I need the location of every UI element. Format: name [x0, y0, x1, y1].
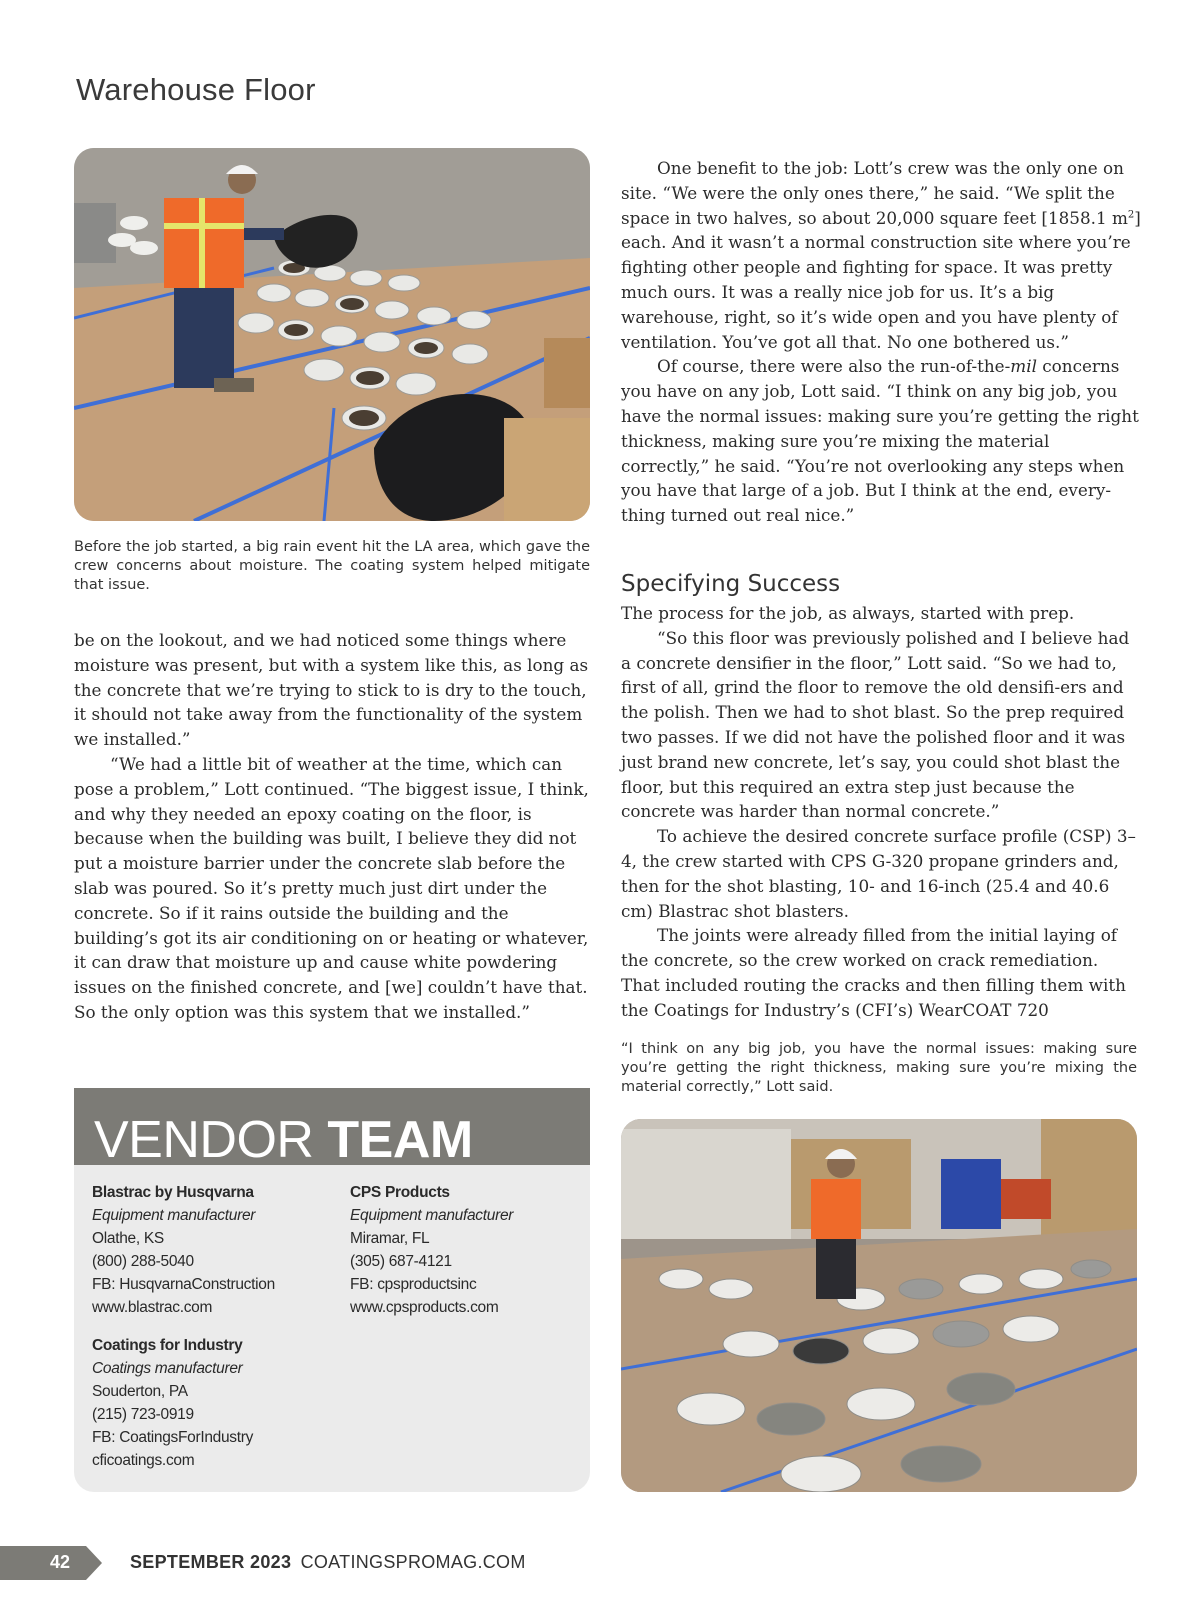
vendor-role: Equipment manufacturer — [350, 1207, 514, 1224]
page-number: 42 — [50, 1552, 71, 1572]
vendor-facebook: FB: HusqvarnaConstruction — [92, 1276, 275, 1293]
vendor-facebook: FB: CoatingsForIndustry — [92, 1429, 254, 1446]
vendor-website[interactable]: www.blastrac.com — [92, 1299, 213, 1316]
paragraph: be on the lookout, and we had noticed some things where moisture was present, but with a system like this, as long as the concrete that we’re trying to stick to is dry to the touch, it should not take away from the functionality of the system we installed.” — [74, 630, 589, 750]
paragraph: “So this floor was previously polished and I believe had a concrete densifier in the floor,” Lott said. “So we had to, first of all, grind the floor to remove the old densifi-ers and the polish. Then we had to shot blast. So the prep required two passes. If we did not have the polished floor and it was just brand new concrete, let’s say, you could shot blast the floor, but this required an extra step just because the concrete was harder than normal concrete.” — [621, 627, 1130, 822]
photo-warehouse-buckets — [621, 1119, 1137, 1492]
paragraph: To achieve the desired concrete surface profile (CSP) 3–4, the crew started with CPS G-320 propane grinders and, then for the shot blasting, 10- and 16-inch (25.4 and 40.6 cm) Blastrac shot blasters. — [621, 826, 1136, 921]
paragraph: The joints were already filled from the initial laying of the concrete, so the crew worked on crack remediation. That included routing the cracks and then filling them with the Coatings for Industry’s (CFI’s) WearCOAT 720 — [621, 925, 1126, 1020]
site-url[interactable]: COATINGSPROMAG.COM — [300, 1552, 526, 1572]
photo-crew-mixing-buckets-icon — [74, 148, 590, 521]
article-right-column-top — [621, 156, 1141, 528]
photo-warehouse-buckets-icon — [621, 1119, 1137, 1492]
vendor-location: Miramar, FL — [350, 1230, 430, 1247]
vendor-entry — [92, 1181, 275, 1319]
paragraph: “We had a little bit of weather at the time, which can pose a problem,” Lott continued. “The biggest issue, I think, and why they needed an epoxy coating on the floor, is because when the building was built, I believe they did not put a moisture barrier under the concrete slab before the slab was poured. So it’s pretty much just dirt under the concrete. So if it rains outside the building and the building’s got its air conditioning on or heating or whatever, it can draw that moisture up and cause white powdering issues on the finished concrete, and [we] couldn’t have that. So the only option was this system that we installed.” — [74, 753, 589, 1022]
article-right-column-bottom — [621, 601, 1141, 1023]
vendor-phone: (215) 723-0919 — [92, 1406, 194, 1423]
vendor-website[interactable]: www.cpsproducts.com — [350, 1299, 499, 1316]
subhead: Specifying Success — [621, 571, 841, 597]
vendor-entry — [350, 1181, 513, 1319]
photo-crew-mixing — [74, 148, 590, 521]
vendor-phone: (800) 288-5040 — [92, 1253, 194, 1270]
vendor-team-header — [74, 1088, 590, 1169]
vendor-location: Olathe, KS — [92, 1230, 164, 1247]
vendor-phone: (305) 687-4121 — [350, 1253, 452, 1270]
vendor-team-box — [74, 1088, 590, 1492]
paragraph: One benefit to the job: Lott’s crew was the only one on site. “We were the only ones there,” he said. “We split the space in two halves, so about 20,000 square feet [1858.1 $m^2$] each. And it wasn’t a normal construction site where you’re fighting other people and fighting for space. It was pretty much ours. It was a really nice job for us. It’s a big warehouse, right, so it’s wide open and you have plenty of ventilation. You’ve got all that. No one bothered us.” — [621, 158, 1141, 352]
photo-caption: Before the job started, a big rain event hit the LA area, which gave the crew concerns about moisture. The coating system helped mitigate that issue. — [74, 539, 590, 593]
vendor-name: CPS Products — [350, 1184, 450, 1201]
paragraph: The process for the job, as always, started with prep. — [621, 603, 1075, 623]
section-title: Warehouse Floor — [76, 72, 316, 107]
vendor-role: Coatings manufacturer — [92, 1360, 243, 1377]
footer — [130, 1552, 526, 1573]
page-number-tab — [0, 1546, 102, 1580]
vendor-facebook: FB: cpsproductsinc — [350, 1276, 477, 1293]
vendor-website[interactable]: cficoatings.com — [92, 1452, 195, 1469]
paragraph: Of course, there were also the run-of-the-mil concerns you have on any job, Lott said. “I think on any big job, you have the normal issues: making sure you’re getting the right thickness, making sure you’re mixing the material correctly,” he said. “You’re not overlooking any steps when you have that large of a job. But I think at the end, every-thing turned out real nice.” — [621, 356, 1139, 526]
vendor-team-title: VENDOR TEAM — [94, 1111, 473, 1169]
vendor-role: Equipment manufacturer — [92, 1207, 256, 1224]
article-left-column — [74, 628, 592, 1025]
photo-caption: “I think on any big job, you have the normal issues: making sure you’re getting the right thickness, making sure you’re mixing the material correctly,” Lott said. — [621, 1041, 1137, 1095]
vendor-name: Coatings for Industry — [92, 1337, 243, 1354]
vendor-location: Souderton, PA — [92, 1383, 188, 1400]
vendor-name: Blastrac by Husqvarna — [92, 1184, 254, 1201]
vendor-entry — [92, 1334, 253, 1472]
issue-date: SEPTEMBER 2023 — [130, 1552, 292, 1572]
